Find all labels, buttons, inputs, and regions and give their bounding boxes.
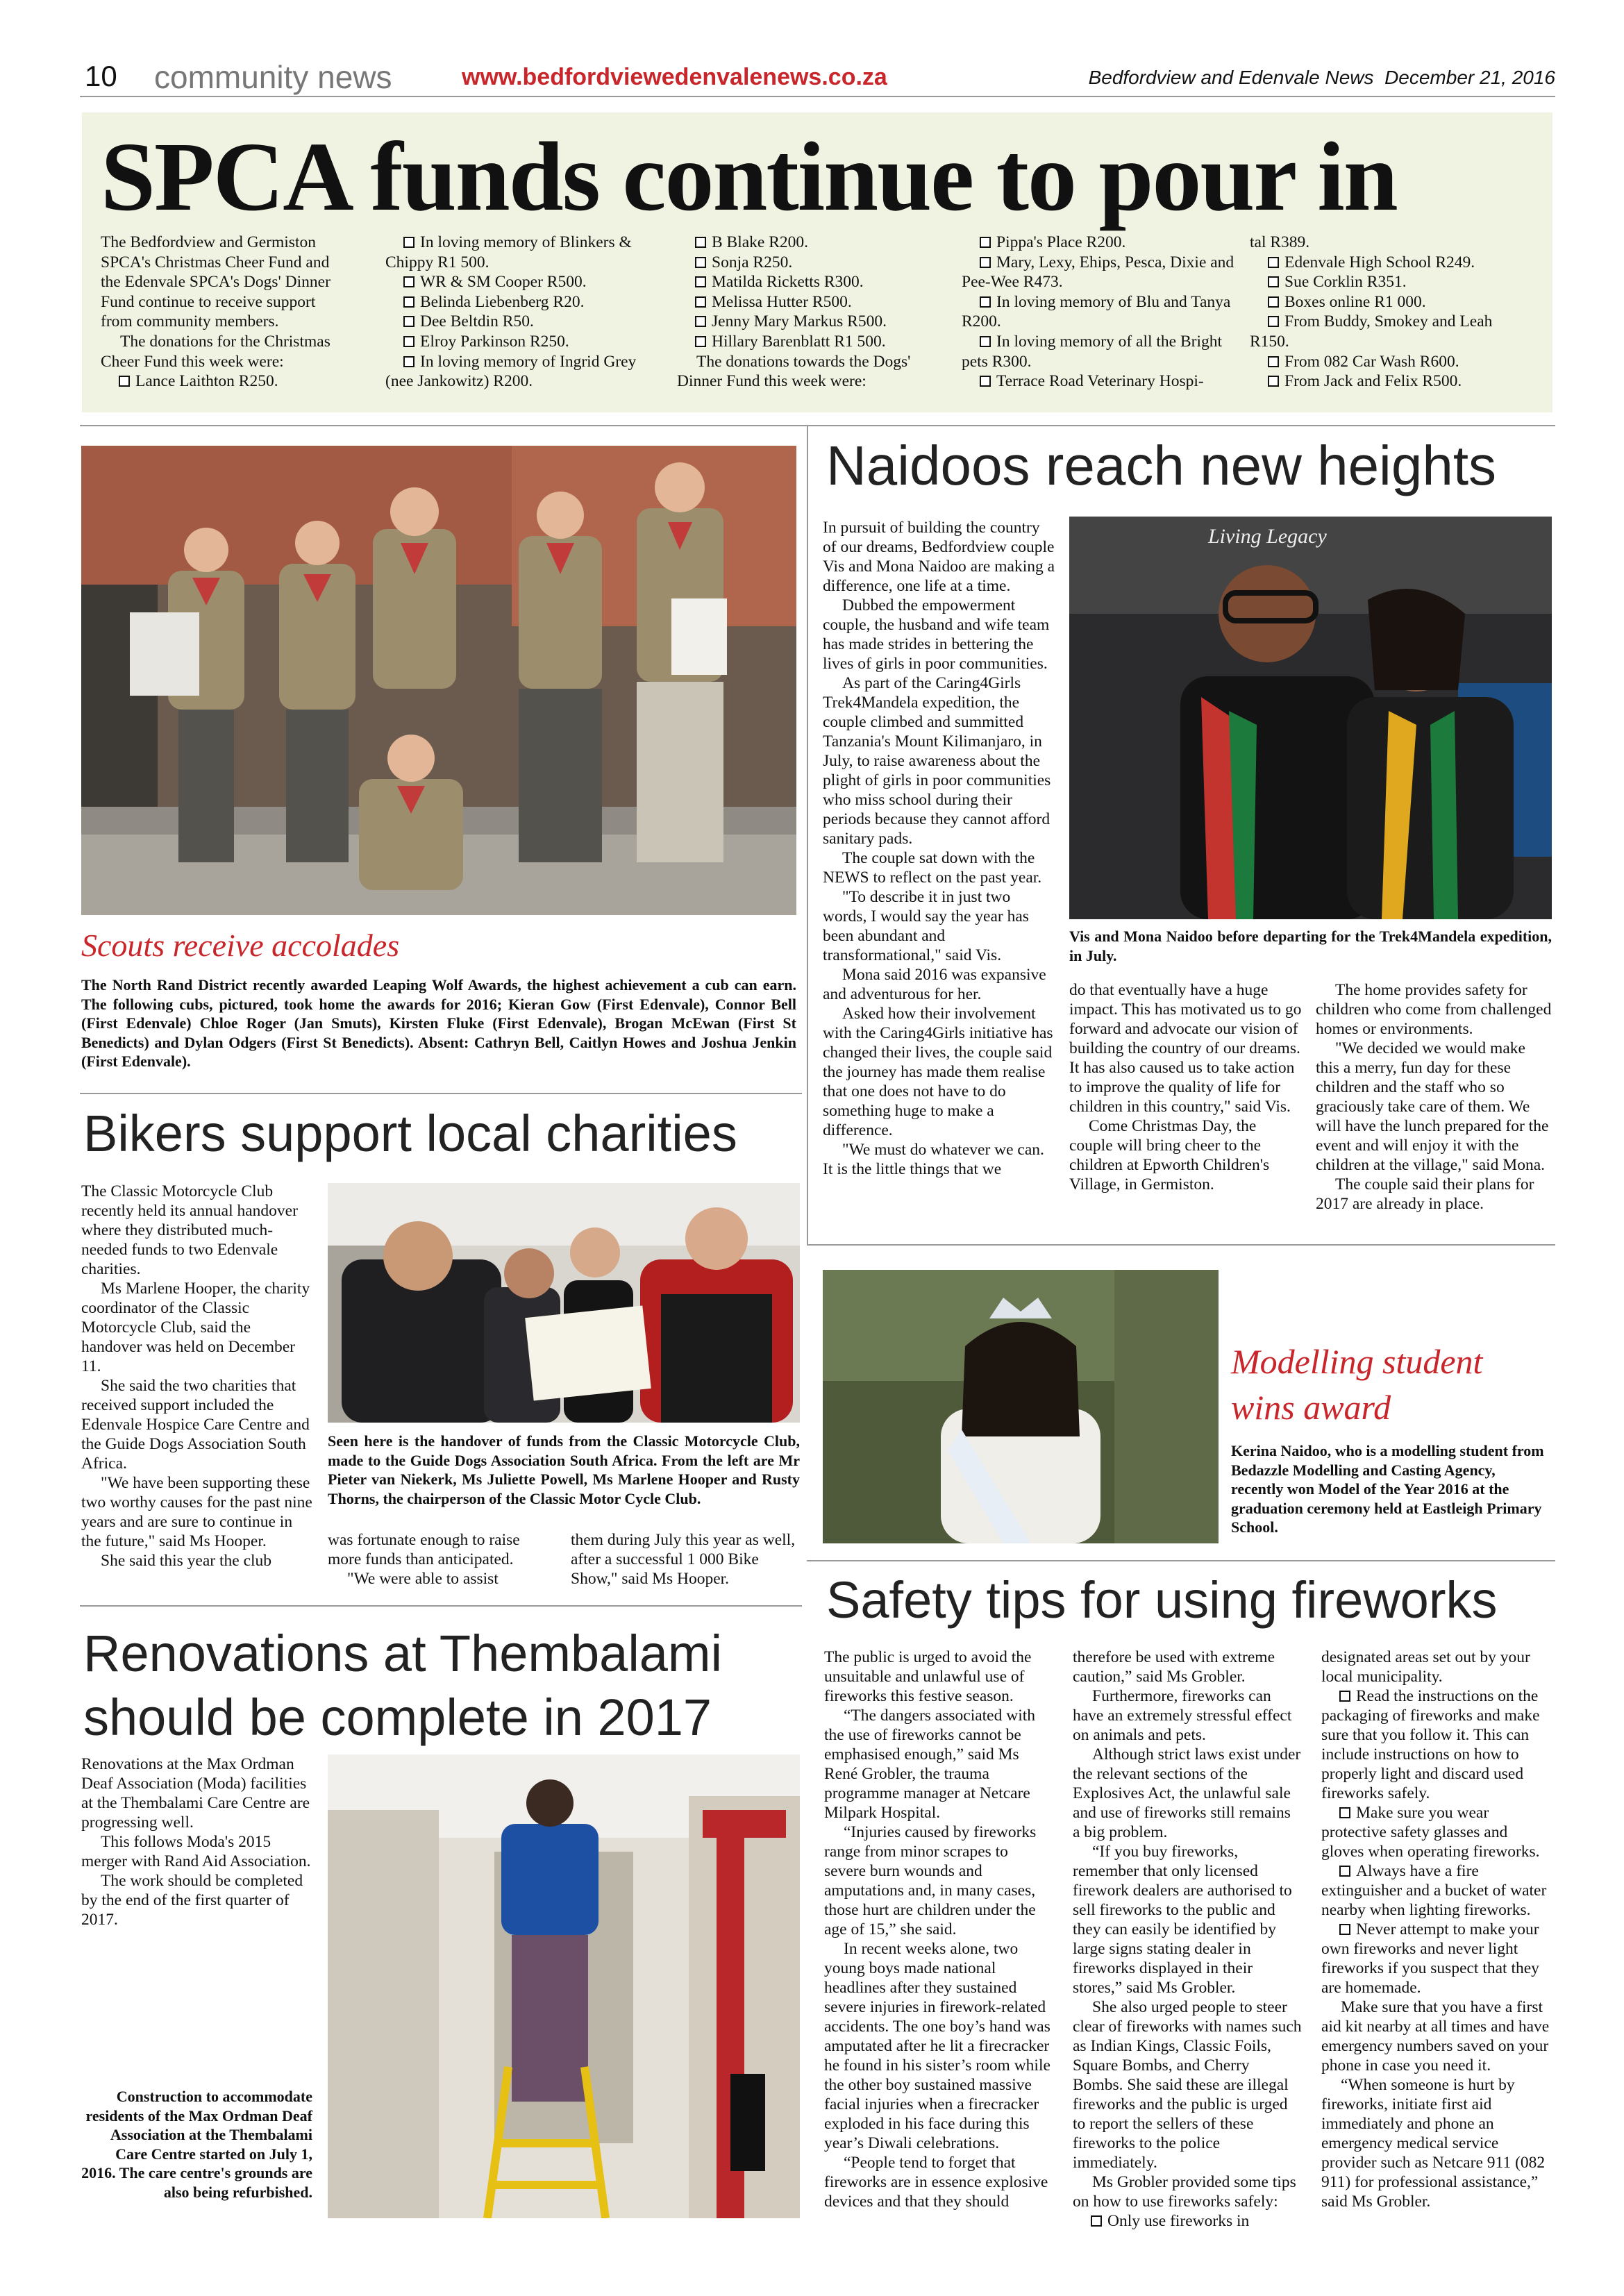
paragraph-text: She said the two charities that received support included the Edenvale Hospice Care Centre and the Guide Dogs Association South Africa. [81, 1377, 310, 1473]
paragraph [1073, 2172, 1302, 2211]
checkbox-bullet-icon [403, 296, 415, 308]
paragraph-text: B Blake R200. [712, 233, 809, 251]
scouts-photo [81, 446, 796, 915]
bullet-item [962, 233, 1236, 253]
paragraph-text: Ms Grobler provided some tips on how to use fireworks safely: [1073, 2173, 1296, 2211]
paragraph-text: The public is urged to avoid the unsuitable and unlawful use of fireworks this festive season. [824, 1648, 1032, 1705]
checkbox-bullet-icon [980, 376, 991, 387]
paragraph-text: "We decided we would make this a merry, fun day for these children and the staff who so graciously take care of them. We will have the lunch prepared for the event and will enjoy it with the children at the village," said Mona. [1316, 1039, 1549, 1174]
paragraph [824, 2153, 1053, 2211]
bullet-item [1250, 253, 1534, 273]
paragraph [823, 1004, 1055, 1140]
checkbox-bullet-icon [1268, 296, 1279, 308]
paragraph-text: The couple sat down with the NEWS to reflect on the past year. [823, 849, 1042, 887]
section-rule [807, 1244, 1555, 1246]
paragraph-text: Read the instructions on the packaging of fireworks and make sure that you follow it. This can include instructions on how to properly light and discard used fireworks safely. [1321, 1687, 1540, 1802]
paragraph-text: As part of the Caring4Girls Trek4Mandela expedition, the couple climbed and summitted Tanzania's Mount Kilimanjaro, in July, to raise awareness about the plight of girls in poor communities who miss school during their periods because they cannot afford sanitary pads. [823, 674, 1051, 848]
spca-column-5 [1250, 233, 1534, 392]
paragraph-text: Sonja R250. [712, 253, 793, 271]
paragraph [81, 1871, 314, 1929]
spca-column-2 [385, 233, 660, 392]
bikers-photo [328, 1183, 800, 1423]
checkbox-bullet-icon [1268, 356, 1279, 367]
paragraph-text: Pippa's Place R200. [996, 233, 1126, 251]
paragraph [571, 1530, 800, 1589]
paragraph-text: In pursuit of building the country of our dreams, Bedfordview couple Vis and Mona Naidoo are making a difference, one life at a time. [823, 519, 1055, 595]
checkbox-bullet-icon [1339, 1924, 1350, 1935]
bullet-item [385, 292, 660, 312]
paragraph [81, 1376, 314, 1473]
paragraph [328, 1530, 557, 1569]
bullet-item [101, 371, 351, 392]
paragraph [823, 965, 1055, 1004]
paragraph [824, 1939, 1053, 2153]
paragraph-text: She also urged people to steer clear of fireworks with names such as Indian Kings, Classic Foils, Square Bombs, and Cherry Bombs. She said these are illegal fireworks and the public is urged to report the sellers of these fireworks to the police immediately. [1073, 1998, 1302, 2172]
paragraph [1073, 1842, 1302, 1997]
bullet-item [1250, 292, 1534, 312]
paragraph-text: “Injuries caused by fireworks range from minor scrapes to severe burn wounds and amputations and, in many cases, those hurt are children under the age of 15,” she said. [824, 1823, 1037, 1938]
paragraph [1073, 1648, 1302, 1686]
paragraph-text: Asked how their involvement with the Caring4Girls initiative has changed their lives, the couple said the journey has made them realise that one does not have to do something huge to make a difference. [823, 1005, 1053, 1139]
paragraph [1321, 1648, 1552, 1686]
paragraph [81, 1754, 314, 1832]
paragraph [824, 1822, 1053, 1939]
paragraph [1321, 1997, 1552, 2075]
paragraph-text: Matilda Ricketts R300. [712, 273, 864, 292]
naidoos-column-1 [823, 518, 1055, 1179]
naidoos-column-3 [1316, 980, 1552, 1214]
modelling-caption-heading: Modelling student wins award [1231, 1342, 1483, 1427]
paragraph [1321, 2075, 1552, 2211]
paragraph-text: Although strict laws exist under the relevant sections of the Explosives Act, the unlawful sale and use of fireworks still remains a big problem. [1073, 1745, 1301, 1841]
paragraph [1073, 1686, 1302, 1745]
paragraph-text: Lance Laithton R250. [135, 372, 278, 391]
paragraph [823, 673, 1055, 848]
checkbox-bullet-icon [1339, 1807, 1350, 1818]
paragraph-text: Furthermore, fireworks can have an extremely stressful effect on animals and pets. [1073, 1687, 1292, 1744]
fireworks-column-1 [824, 1648, 1053, 2211]
paragraph-text: Belinda Liebenberg R20. [420, 292, 585, 311]
checkbox-bullet-icon [695, 316, 706, 327]
paragraph-text: was fortunate enough to raise more funds than anticipated. [328, 1531, 520, 1568]
paragraph-text: The donations for the Christmas Cheer Fund this week were: [101, 332, 330, 371]
scouts-caption-heading: Scouts receive accolades [81, 928, 400, 963]
bullet-item [1250, 352, 1534, 372]
paragraph-text: Melissa Hutter R500. [712, 292, 852, 311]
section-rule [80, 1605, 802, 1607]
naidoos-photo-banner: Living Legacy [1208, 525, 1327, 548]
paragraph-text: Dee Beltdin R50. [420, 312, 534, 331]
naidoos-caption: Vis and Mona Naidoo before departing for the Trek4Mandela expedition, in July. [1069, 928, 1552, 964]
bullet-item [677, 292, 937, 312]
paragraph [81, 1551, 314, 1570]
paragraph [823, 887, 1055, 965]
paragraph [824, 1706, 1053, 1822]
website-link[interactable]: www.bedfordviewedenvalenews.co.za [462, 64, 887, 90]
bikers-column-3 [571, 1530, 800, 1589]
spca-column-4 [962, 233, 1236, 392]
checkbox-bullet-icon [1091, 2215, 1102, 2227]
checkbox-bullet-icon [980, 237, 991, 248]
thembalami-headline: Renovations at Thembalami should be complete in 2017 [83, 1625, 723, 1746]
paragraph-text: do that eventually have a huge impact. This has motivated us to go forward and advocate our vision of building the country of our dreams. It has also caused us to take action to improve the quality of life for children in this country," said Vis. [1069, 981, 1302, 1116]
paragraph [1069, 1116, 1302, 1194]
spca-column-1 [101, 233, 351, 392]
checkbox-bullet-icon [403, 336, 415, 347]
paragraph-text: Mary, Lexy, Ehips, Pesca, Dixie and Pee-Wee R473. [962, 253, 1234, 292]
section-rule [807, 1560, 1555, 1561]
paragraph-text: This follows Moda's 2015 merger with Rand Aid Association. [81, 1833, 311, 1870]
paragraph-text: Terrace Road Veterinary Hospi- [996, 372, 1204, 391]
checkbox-bullet-icon [1339, 1866, 1350, 1877]
thembalami-caption: Construction to accommodate residents of the Max Ordman Deaf Association at the Thembalami Care Centre started on July 1, 2016. The care centre's grounds are also being refurbished. [81, 2088, 312, 2201]
paragraph-text: tal R389. [1250, 233, 1310, 251]
paragraph-text: them during July this year as well, after a successful 1 000 Bike Show," said Ms Hooper. [571, 1531, 796, 1588]
paragraph [823, 1140, 1055, 1179]
section-rule [80, 425, 1555, 426]
bullet-item [1321, 1920, 1552, 1997]
paragraph-text: Make sure you wear protective safety glasses and gloves when operating fireworks. [1321, 1804, 1540, 1861]
checkbox-bullet-icon [119, 376, 130, 387]
bullet-item [962, 292, 1236, 332]
paragraph-text: Boxes online R1 000. [1284, 292, 1426, 311]
naidoos-photo [1069, 517, 1552, 919]
paragraph [1069, 980, 1302, 1116]
paragraph-text: "To describe it in just two words, I would say the year has been abundant and transformational," said Vis. [823, 888, 1029, 964]
paragraph-text: Elroy Parkinson R250. [420, 332, 569, 351]
checkbox-bullet-icon [695, 336, 706, 347]
paragraph [1316, 980, 1552, 1039]
fireworks-column-2 [1073, 1648, 1302, 2231]
paragraph [824, 1648, 1053, 1706]
naidoos-headline: Naidoos reach new heights [826, 435, 1497, 496]
bullet-item [962, 253, 1236, 292]
bullet-item [962, 332, 1236, 371]
bullet-item [962, 371, 1236, 392]
paragraph-text: Sue Corklin R351. [1284, 273, 1407, 292]
checkbox-bullet-icon [695, 257, 706, 268]
paragraph-text: In loving memory of all the Bright pets R300. [962, 332, 1223, 371]
paragraph [1250, 233, 1534, 253]
checkbox-bullet-icon [980, 257, 991, 268]
paragraph-text: The donations towards the Dogs' Dinner Fund this week were: [677, 352, 911, 391]
bullet-item [1250, 272, 1534, 292]
bullet-item [385, 233, 660, 272]
paragraph-text: In loving memory of Blinkers & Chippy R1 500. [385, 233, 632, 271]
paragraph-text: The couple said their plans for 2017 are already in place. [1316, 1175, 1534, 1213]
checkbox-bullet-icon [403, 276, 415, 287]
bullet-item [677, 253, 937, 273]
bullet-item [385, 312, 660, 332]
fireworks-column-3 [1321, 1648, 1552, 2211]
paragraph [81, 1279, 314, 1376]
paragraph-text: From Jack and Felix R500. [1284, 372, 1462, 391]
checkbox-bullet-icon [1339, 1691, 1350, 1702]
paragraph-text: “The dangers associated with the use of fireworks cannot be emphasised enough,” said Ms René Grobler, the trauma programme manager at Netcare Milpark Hospital. [824, 1707, 1036, 1822]
column-divider [807, 425, 808, 1244]
paragraph [81, 1182, 314, 1279]
modelling-caption: Kerina Naidoo, who is a modelling student from Bedazzle Modelling and Casting Agency, recently won Model of the Year 2016 at the graduation ceremony held at Eastleigh Primary School. [1231, 1442, 1544, 1536]
paragraph-text: Only use fireworks in [1107, 2212, 1250, 2230]
bullet-item [1250, 312, 1534, 351]
paragraph-text: Ms Marlene Hooper, the charity coordinator of the Classic Motorcycle Club, said the handover was held on December 11. [81, 1280, 310, 1375]
paragraph-text: “If you buy fireworks, remember that only licensed firework dealers are authorised to sell fireworks to the public and they can easily be identified by large signs stating dealer in fireworks displayed in their stores,” said Ms Grobler. [1073, 1843, 1292, 1997]
checkbox-bullet-icon [403, 316, 415, 327]
paragraph-text: From 082 Car Wash R600. [1284, 352, 1459, 371]
spca-headline: SPCA funds continue to pour in [101, 121, 1397, 231]
paragraph-text: Mona said 2016 was expansive and adventurous for her. [823, 966, 1046, 1003]
scouts-caption: The North Rand District recently awarded Leaping Wolf Awards, the highest achievement a cub can earn. The following cubs, pictured, took home the awards for 2016; Kieran Gow (First Edenvale), Connor Bell (First Edenvale) Chloe Roger (Jan Smuts), Kirsten Fluke (First Edenvale), Brogan McEwan (First St Benedicts) and Dylan Odgers (First St Benedicts). Absent: Cathryn Bell, Caitlyn Howes and Joshua Jenkin (First Edenvale). [81, 976, 796, 1070]
paragraph-text: From Buddy, Smokey and Leah R150. [1250, 312, 1493, 351]
paragraph-text: Always have a fire extinguisher and a bucket of water nearby when lighting fireworks. [1321, 1862, 1547, 1919]
checkbox-bullet-icon [1268, 276, 1279, 287]
checkbox-bullet-icon [403, 356, 415, 367]
paragraph-text: Renovations at the Max Ordman Deaf Association (Moda) facilities at the Thembalami Care Centre are progressing well. [81, 1755, 310, 1832]
paragraph [677, 352, 937, 392]
paragraph-text: "We have been supporting these two worthy causes for the past nine years and are sure to continue in the future," said Ms Hooper. [81, 1474, 312, 1550]
bullet-item [1073, 2211, 1302, 2231]
bullet-item [677, 233, 937, 253]
publication-info [1041, 67, 1555, 89]
checkbox-bullet-icon [980, 296, 991, 308]
spca-column-3 [677, 233, 937, 392]
bullet-item [385, 272, 660, 292]
publication-date: December 21, 2016 [1384, 67, 1555, 88]
paragraph-text: "We must do whatever we can. It is the little things that we [823, 1141, 1044, 1178]
bullet-item [1321, 1861, 1552, 1920]
bullet-item [677, 312, 937, 332]
paragraph [81, 1473, 314, 1551]
paragraph-text: “People tend to forget that fireworks are in essence explosive devices and that they should [824, 2154, 1048, 2211]
bullet-item [385, 352, 660, 392]
bikers-column-2 [328, 1530, 557, 1589]
checkbox-bullet-icon [695, 296, 706, 308]
paragraph-text: The home provides safety for children who come from challenged homes or environments. [1316, 981, 1552, 1038]
paragraph-text: Edenvale High School R249. [1284, 253, 1475, 271]
bullet-item [677, 272, 937, 292]
paragraph [81, 1832, 314, 1871]
bikers-headline: Bikers support local charities [83, 1105, 737, 1162]
paragraph [1073, 1997, 1302, 2172]
paragraph [101, 233, 351, 332]
checkbox-bullet-icon [695, 276, 706, 287]
bikers-caption: Seen here is the handover of funds from the Classic Motorcycle Club, made to the Guide Dogs Association South Africa. From the left are Mr Pieter van Niekerk, Ms Juliette Powell, Ms Marlene Hooper and Rusty Thorns, the chairperson of the Classic Motor Cycle Club. [328, 1432, 800, 1507]
fireworks-headline: Safety tips for using fireworks [826, 1571, 1498, 1629]
paragraph-text: therefore be used with extreme caution,” said Ms Grobler. [1073, 1648, 1275, 1686]
paragraph [823, 518, 1055, 596]
paragraph-text: WR & SM Cooper R500. [420, 273, 587, 292]
paragraph [1316, 1175, 1552, 1214]
checkbox-bullet-icon [695, 237, 706, 248]
paragraph [1073, 1745, 1302, 1842]
section-rule [80, 1093, 802, 1094]
paragraph [823, 596, 1055, 673]
paragraph-text: Come Christmas Day, the couple will bring cheer to the children at Epworth Children's Village, in Germiston. [1069, 1117, 1270, 1193]
bullet-item [385, 332, 660, 352]
modelling-photo [823, 1270, 1219, 1543]
thembalami-column-1 [81, 1754, 314, 1929]
paragraph-text: "We were able to assist [347, 1570, 499, 1588]
checkbox-bullet-icon [1268, 257, 1279, 268]
paragraph-text: The work should be completed by the end of the first quarter of 2017. [81, 1872, 303, 1929]
bullet-item [1321, 1686, 1552, 1803]
paragraph [101, 332, 351, 371]
page-number: 10 [85, 60, 117, 92]
paragraph [1316, 1039, 1552, 1175]
checkbox-bullet-icon [1268, 376, 1279, 387]
paragraph-text: In loving memory of Blu and Tanya R200. [962, 292, 1231, 331]
paragraph-text: Jenny Mary Markus R500. [712, 312, 887, 331]
paragraph-text: She said this year the club [101, 1552, 272, 1570]
paragraph-text: Make sure that you have a first aid kit nearby at all times and have emergency numbers saved on your phone in case you need it. [1321, 1998, 1550, 2075]
paragraph-text: In recent weeks alone, two young boys made national headlines after they sustained severe injuries in firework-related accidents. The one boy’s hand was amputated after he lit a firecracker he found in his sister’s room while the other boy sustained massive facial injuries when a firecracker exploded in his face during this year’s Diwali celebrations. [824, 1940, 1050, 2152]
paragraph-text: Never attempt to make your own fireworks and never light fireworks if you suspect that they are homemade. [1321, 1920, 1539, 1997]
checkbox-bullet-icon [980, 336, 991, 347]
paragraph-text: Hillary Barenblatt R1 500. [712, 332, 886, 351]
checkbox-bullet-icon [1268, 316, 1279, 327]
paragraph-text: Dubbed the empowerment couple, the husband and wife team has made strides in bettering the lives of girls in poor communities. [823, 596, 1050, 673]
bullet-item [677, 332, 937, 352]
bullet-item [1250, 371, 1534, 392]
paragraph-text: The Bedfordview and Germiston SPCA's Christmas Cheer Fund and the Edenvale SPCA's Dogs' Dinner Fund continue to receive support from community members. [101, 233, 330, 331]
bullet-item [1321, 1803, 1552, 1861]
paragraph [823, 848, 1055, 887]
publication-name: Bedfordview and Edenvale News [1088, 67, 1374, 88]
paragraph-text: designated areas set out by your local municipality. [1321, 1648, 1530, 1686]
header-rule [80, 96, 1555, 97]
paragraph [328, 1569, 557, 1589]
naidoos-column-2 [1069, 980, 1302, 1194]
section-name: community news [154, 59, 392, 95]
checkbox-bullet-icon [403, 237, 415, 248]
paragraph-text: In loving memory of Ingrid Grey (nee Jankowitz) R200. [385, 352, 637, 391]
bikers-column-1 [81, 1182, 314, 1570]
paragraph-text: The Classic Motorcycle Club recently held its annual handover where they distributed much-needed funds to two Edenvale charities. [81, 1182, 298, 1278]
paragraph-text: “When someone is hurt by fireworks, initiate first aid immediately and phone an emergency medical service provider such as Netcare 911 (082 911) for professional assistance,” said Ms Grobler. [1321, 2076, 1546, 2211]
thembalami-photo [328, 1754, 800, 2218]
